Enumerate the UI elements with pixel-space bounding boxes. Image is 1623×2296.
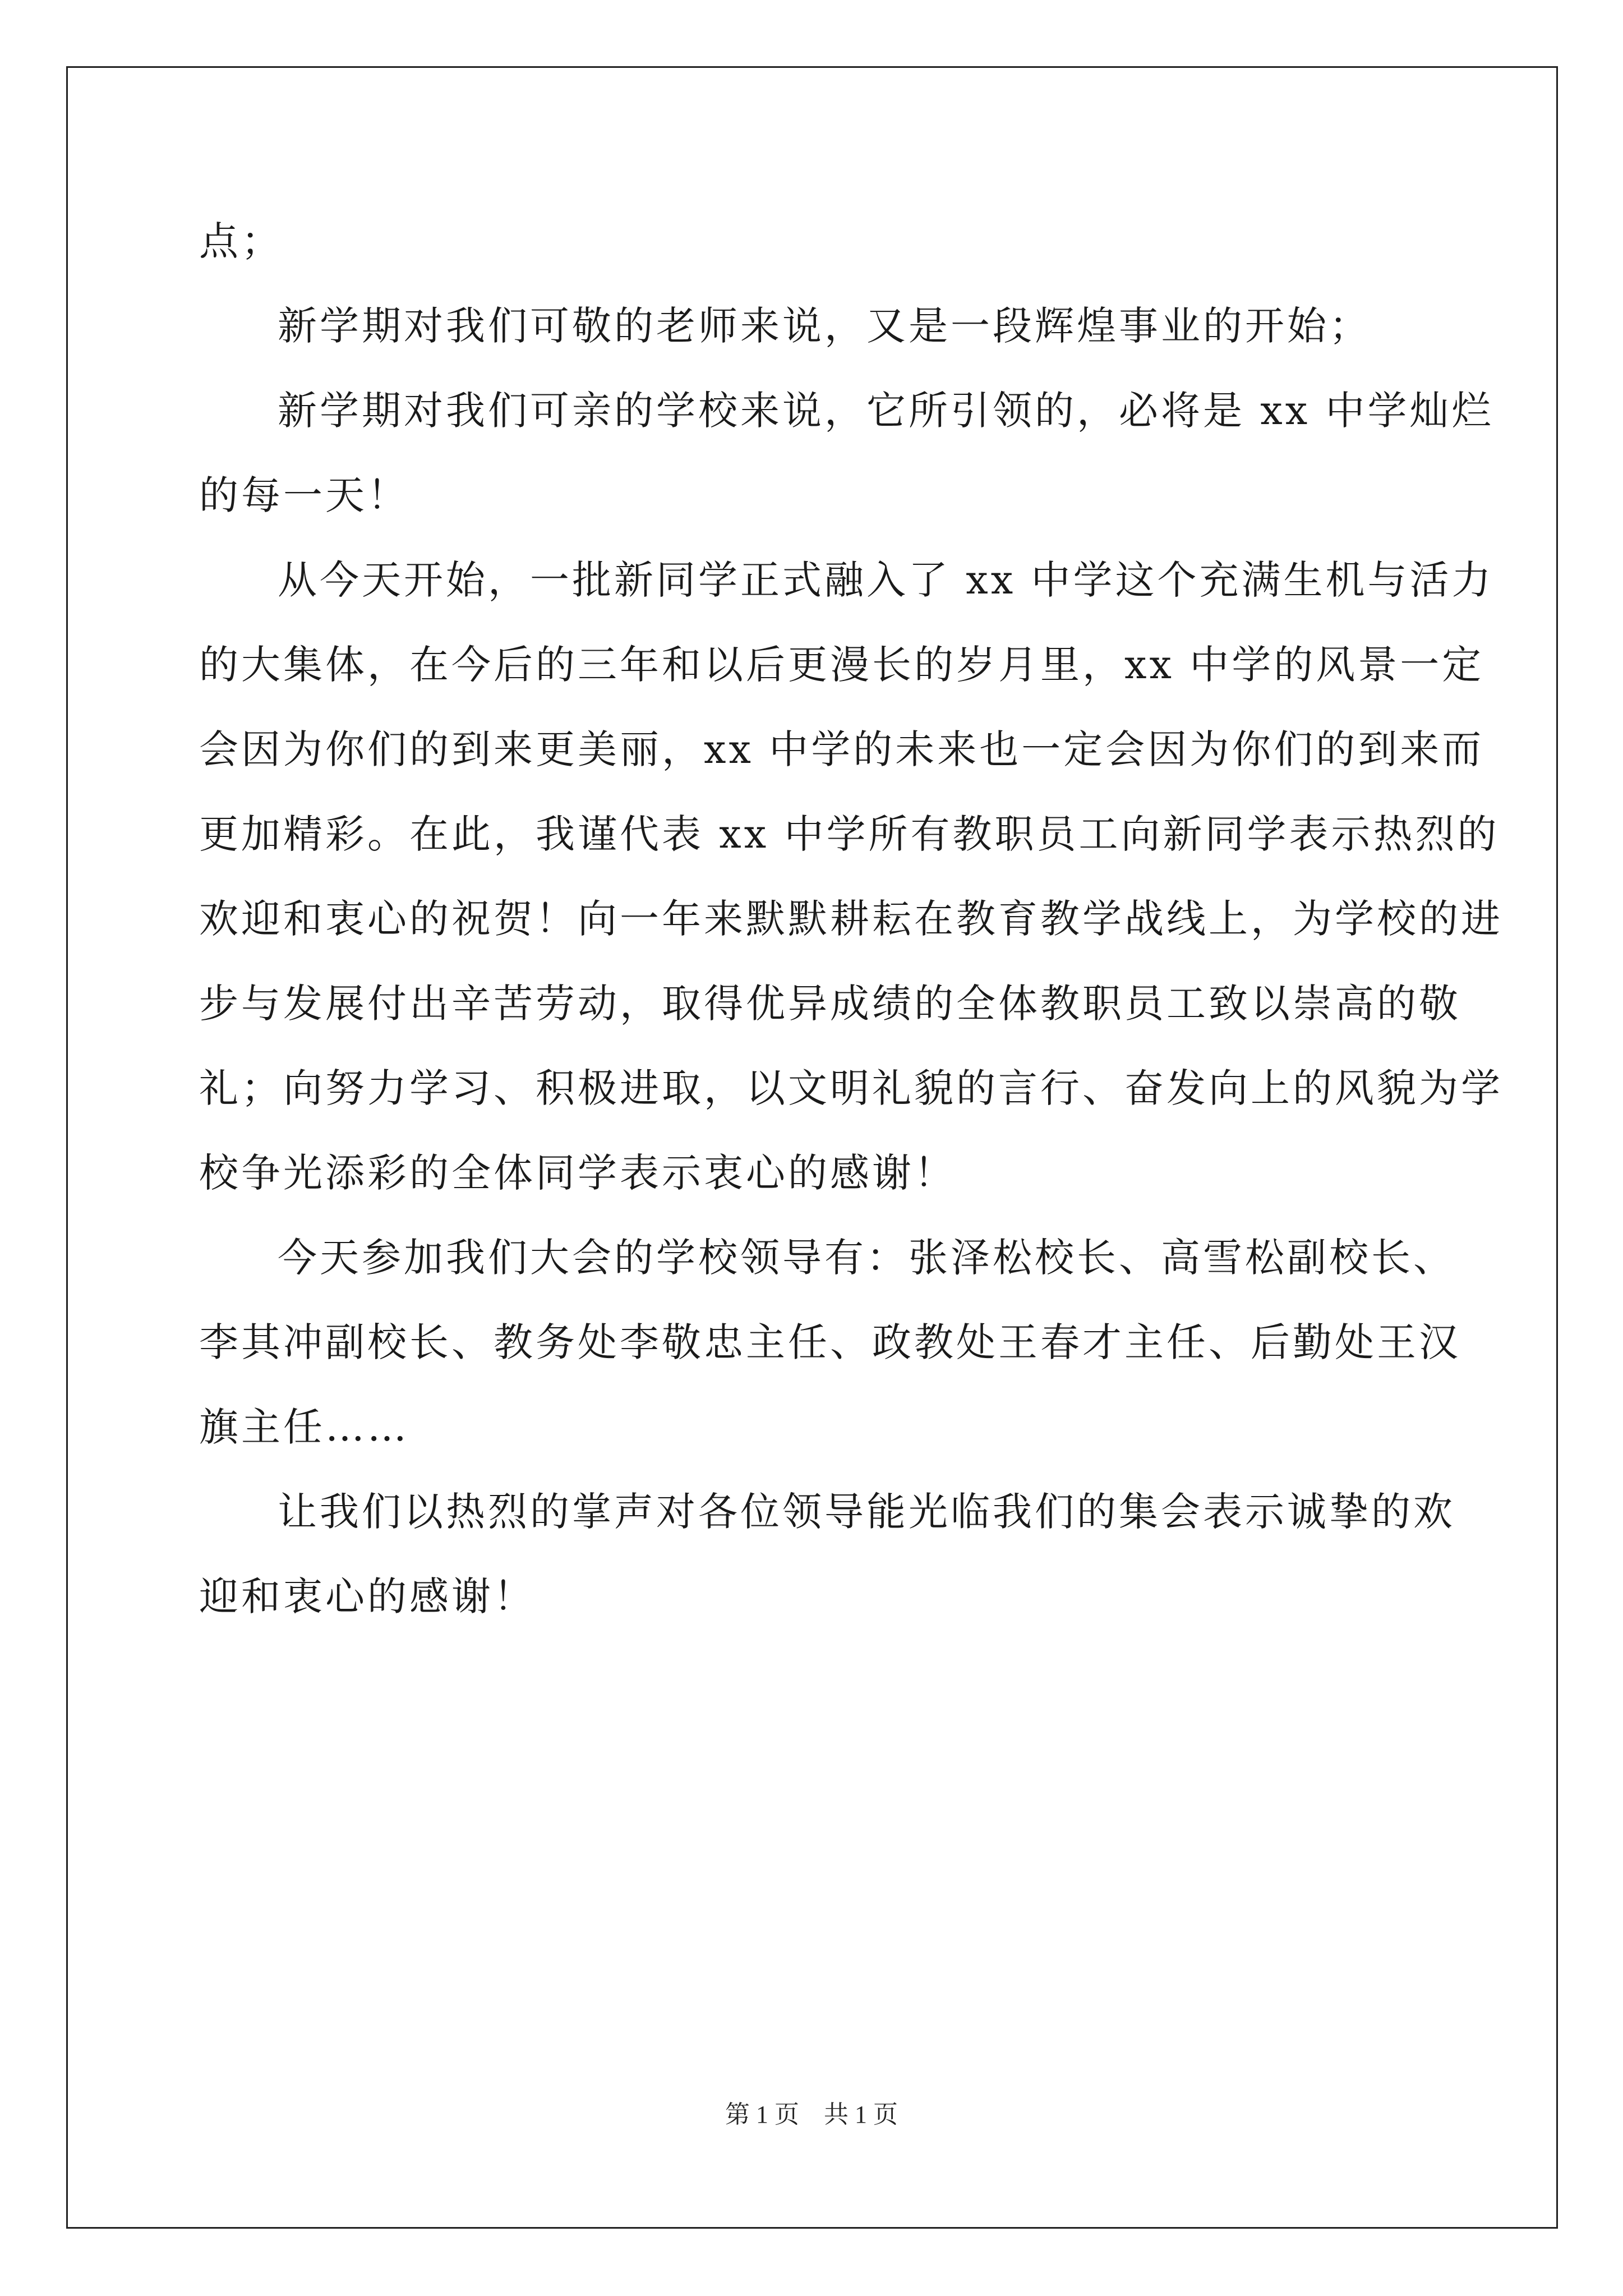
text-line: 旗主任…… <box>199 1404 409 1450</box>
text-line: 的大集体，在今后的三年和以后更漫长的岁月里，xx 中学的风景一定 <box>199 642 1484 688</box>
text-line: 让我们以热烈的掌声对各位领导能光临我们的集会表示诚挚的欢 <box>278 1489 1455 1535</box>
text-line: 校争光添彩的全体同学表示衷心的感谢！ <box>199 1150 956 1196</box>
text-line: 今天参加我们大会的学校领导有：张泽松校长、高雪松副校长、 <box>278 1235 1455 1281</box>
document-body <box>199 218 1503 1662</box>
text-line: 新学期对我们可亲的学校来说，它所引领的，必将是 xx 中学灿烂 <box>278 388 1494 434</box>
text-line: 新学期对我们可敬的老师来说，又是一段辉煌事业的开始； <box>278 303 1371 349</box>
text-line: 步与发展付出辛苦劳动，取得优异成绩的全体教职员工致以崇高的敬 <box>199 981 1461 1027</box>
page-footer: 第 1 页 共 1 页 <box>725 2101 898 2128</box>
text-line: 欢迎和衷心的祝贺！向一年来默默耕耘在教育教学战线上，为学校的进 <box>199 896 1503 942</box>
text-line: 礼；向努力学习、积极进取，以文明礼貌的言行、奋发向上的风貌为学 <box>199 1065 1503 1111</box>
text-line: 的每一天！ <box>199 472 409 518</box>
text-line: 李其冲副校长、教务处李敬忠主任、政教处王春才主任、后勤处王汉 <box>199 1319 1461 1365</box>
text-line: 更加精彩。在此，我谨代表 xx 中学所有教职员工向新同学表示热烈的 <box>199 811 1500 857</box>
text-line: 迎和衷心的感谢！ <box>199 1573 536 1619</box>
text-line: 会因为你们的到来更美丽，xx 中学的未来也一定会因为你们的到来而 <box>199 726 1484 772</box>
text-line: 从今天开始，一批新同学正式融入了 xx 中学这个充满生机与活力 <box>278 557 1494 603</box>
text-line: 点； <box>199 218 283 264</box>
